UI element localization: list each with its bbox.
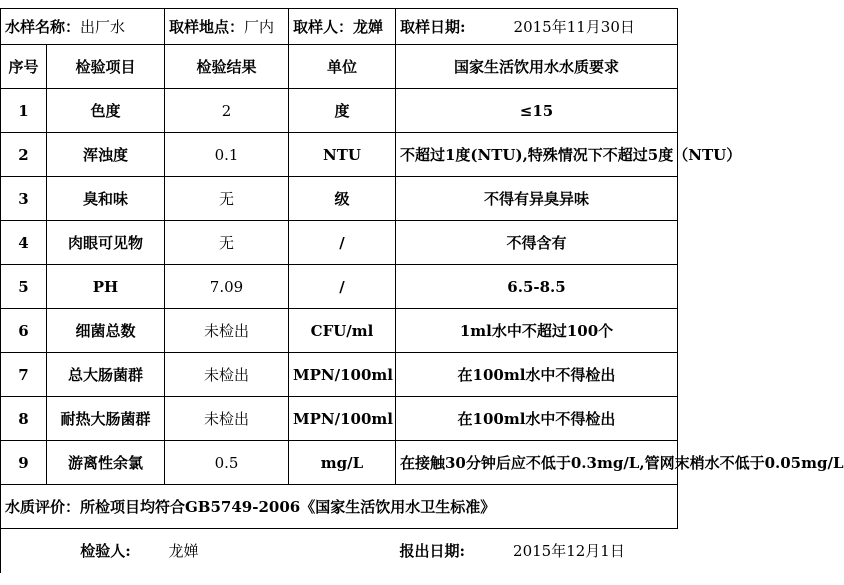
- table-row: [1, 353, 678, 397]
- row-item: 臭和味: [47, 177, 165, 221]
- row-item: 肉眼可见物: [47, 221, 165, 265]
- row-standard: 不得有异臭异味: [396, 177, 678, 221]
- row-unit: MPN/100ml: [289, 353, 396, 397]
- report-date-value: 2015年12月1日: [513, 541, 625, 560]
- table-row: [1, 265, 678, 309]
- row-index: 7: [1, 353, 47, 397]
- row-index: 4: [1, 221, 47, 265]
- row-unit: 度: [289, 89, 396, 133]
- location-value: 厂内: [244, 17, 275, 36]
- header-row: [1, 9, 678, 45]
- row-result: 无: [165, 177, 289, 221]
- table-row: [1, 89, 678, 133]
- row-index: 3: [1, 177, 47, 221]
- row-result: 7.09: [165, 265, 289, 309]
- report-date-cell: [396, 529, 678, 573]
- date-cell: [396, 9, 678, 45]
- sign-spacer-2: [289, 529, 396, 573]
- row-standard: 在100ml水中不得检出: [396, 397, 678, 441]
- evaluation-text: 水质评价：所检项目均符合GB5749-2006《国家生活饮用水卫生标准》: [1, 485, 678, 529]
- sign-spacer: [1, 529, 47, 573]
- col-unit: 单位: [289, 45, 396, 89]
- row-standard: 不得含有: [396, 221, 678, 265]
- col-item: 检验项目: [47, 45, 165, 89]
- row-index: 6: [1, 309, 47, 353]
- table-row: [1, 309, 678, 353]
- row-item: 色度: [47, 89, 165, 133]
- row-standard: 在100ml水中不得检出: [396, 353, 678, 397]
- row-unit: MPN/100ml: [289, 397, 396, 441]
- report-date-label: 报出日期:: [399, 541, 466, 560]
- row-unit: 级: [289, 177, 396, 221]
- row-result: 无: [165, 221, 289, 265]
- sample-name-label: 水样名称：: [5, 17, 81, 36]
- table-row: [1, 441, 678, 485]
- col-standard: 国家生活饮用水水质要求: [396, 45, 678, 89]
- row-index: 9: [1, 441, 47, 485]
- row-result: 未检出: [165, 309, 289, 353]
- row-result: 0.1: [165, 133, 289, 177]
- sample-name-cell: [1, 9, 165, 45]
- row-item: PH: [47, 265, 165, 309]
- row-item: 细菌总数: [47, 309, 165, 353]
- table-row: [1, 397, 678, 441]
- row-result: 2: [165, 89, 289, 133]
- column-header-row: [1, 45, 678, 89]
- sampler-value: 龙婵: [353, 17, 384, 36]
- location-cell: [165, 9, 289, 45]
- row-unit: /: [289, 265, 396, 309]
- row-index: 1: [1, 89, 47, 133]
- row-unit: CFU/ml: [289, 309, 396, 353]
- table-row: [1, 221, 678, 265]
- inspector-value: 龙婵: [165, 529, 289, 573]
- inspector-label: 检验人:: [47, 529, 165, 573]
- row-standard: 不超过1度(NTU),特殊情况下不超过5度（NTU）: [396, 133, 678, 177]
- row-item: 总大肠菌群: [47, 353, 165, 397]
- location-label: 取样地点：: [169, 17, 245, 36]
- row-result: 未检出: [165, 353, 289, 397]
- row-item: 耐热大肠菌群: [47, 397, 165, 441]
- table-row: [1, 133, 678, 177]
- signature-row: [1, 529, 678, 573]
- row-result: 0.5: [165, 441, 289, 485]
- date-label: 取样日期:: [400, 17, 466, 36]
- row-index: 2: [1, 133, 47, 177]
- sampler-label: 取样人：: [293, 17, 354, 36]
- row-unit: NTU: [289, 133, 396, 177]
- row-standard: 1ml水中不超过100个: [396, 309, 678, 353]
- row-standard: 在接触30分钟后应不低于0.3mg/L,管网末梢水不低于0.05mg/L: [396, 441, 678, 485]
- row-index: 8: [1, 397, 47, 441]
- report-table: [0, 8, 844, 573]
- row-standard: 6.5-8.5: [396, 265, 678, 309]
- row-standard: ≤15: [396, 89, 678, 133]
- row-item: 游离性余氯: [47, 441, 165, 485]
- sample-name-value: 出厂水: [80, 17, 126, 36]
- row-index: 5: [1, 265, 47, 309]
- col-index: 序号: [1, 45, 47, 89]
- evaluation-row: [1, 485, 678, 529]
- col-result: 检验结果: [165, 45, 289, 89]
- table-row: [1, 177, 678, 221]
- row-result: 未检出: [165, 397, 289, 441]
- row-unit: mg/L: [289, 441, 396, 485]
- date-value: 2015年11月30日: [513, 17, 635, 36]
- row-item: 浑浊度: [47, 133, 165, 177]
- sampler-cell: [289, 9, 396, 45]
- row-unit: /: [289, 221, 396, 265]
